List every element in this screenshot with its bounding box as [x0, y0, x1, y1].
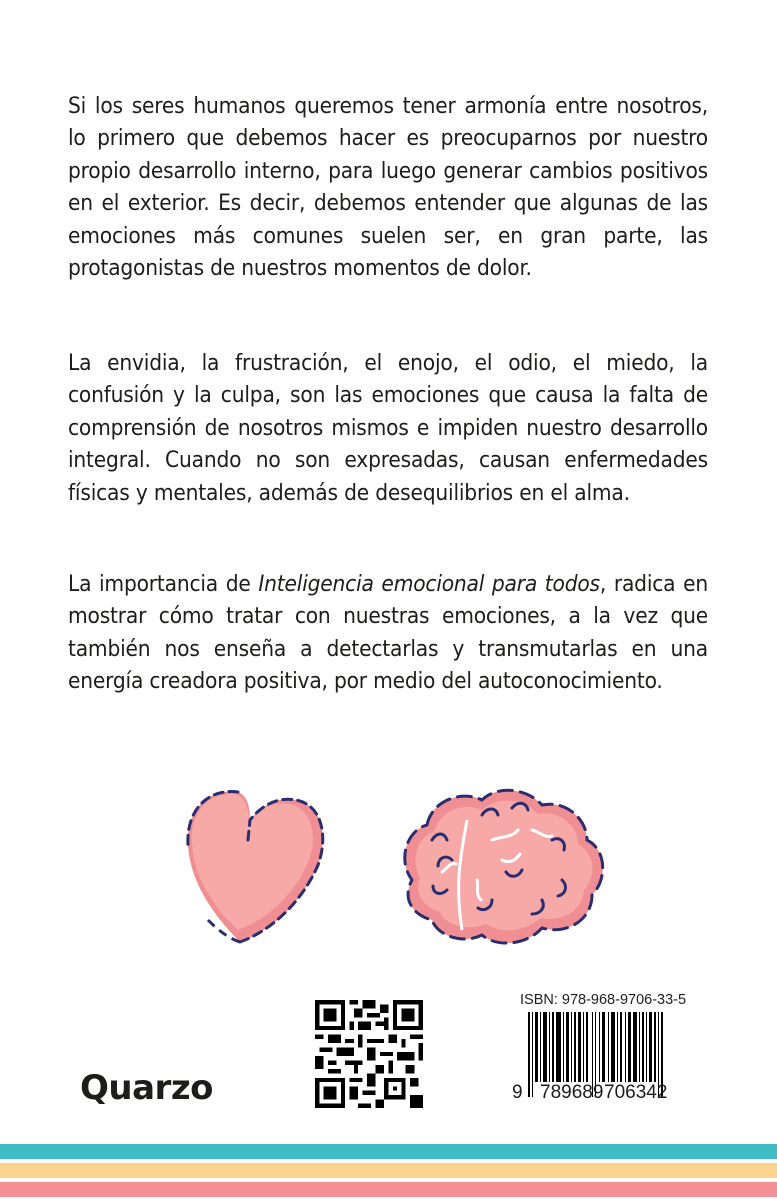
book-title: Inteligencia emocional para todos [258, 571, 600, 597]
paragraph-2-text: La envidia, la frustración, el enojo, el odio, el miedo, la confusión y la culpa, son las emociones que causa la falta de comprensión de nosotros mismos e impiden nuestro desarrollo integral. Cuando no son expresadas, causan enfermedades físicas y mentales, además de desequilibrios en el alma. [68, 350, 708, 506]
barcode-digit-first: 9 [512, 1082, 523, 1103]
paragraph-3-lead: La importancia de [68, 571, 259, 597]
pink-stripe [0, 1182, 777, 1197]
isbn-label: ISBN: 978-968-9706-33-5 [520, 992, 687, 1008]
paragraph-3-rest: , radica en mostrar cómo tratar con nuestras emociones, a la vez que también nos enseña a detectarlas y transmutarlas en una energía creadora positiva, por medio del autoconocimiento. [68, 571, 708, 695]
qr-code-icon[interactable] [315, 1000, 423, 1108]
paragraph-3-text [68, 568, 708, 698]
paragraph-3 [68, 568, 708, 698]
yellow-stripe [0, 1163, 777, 1178]
publisher-logo: Quarzo [80, 1068, 213, 1108]
paragraph-1-text: Si los seres humanos queremos tener armonía entre nosotros, lo primero que debemos hacer es preocuparnos por nuestro propio desarrollo interno, para luego generar cambios positivos en el exterior. Es decir, debemos entender que algunas de las emociones más comunes suelen ser, en gran parte, las protagonistas de nuestros momentos de dolor. [68, 93, 708, 282]
barcode-digits-right: 706342 [604, 1082, 668, 1103]
paragraph-2 [68, 347, 708, 509]
isbn-barcode [480, 992, 702, 1110]
barcode-digits-left: 789689 [540, 1082, 604, 1103]
paragraph-1 [68, 90, 708, 284]
brain-icon [392, 780, 622, 950]
teal-stripe [0, 1144, 777, 1159]
heart-icon [178, 780, 338, 950]
